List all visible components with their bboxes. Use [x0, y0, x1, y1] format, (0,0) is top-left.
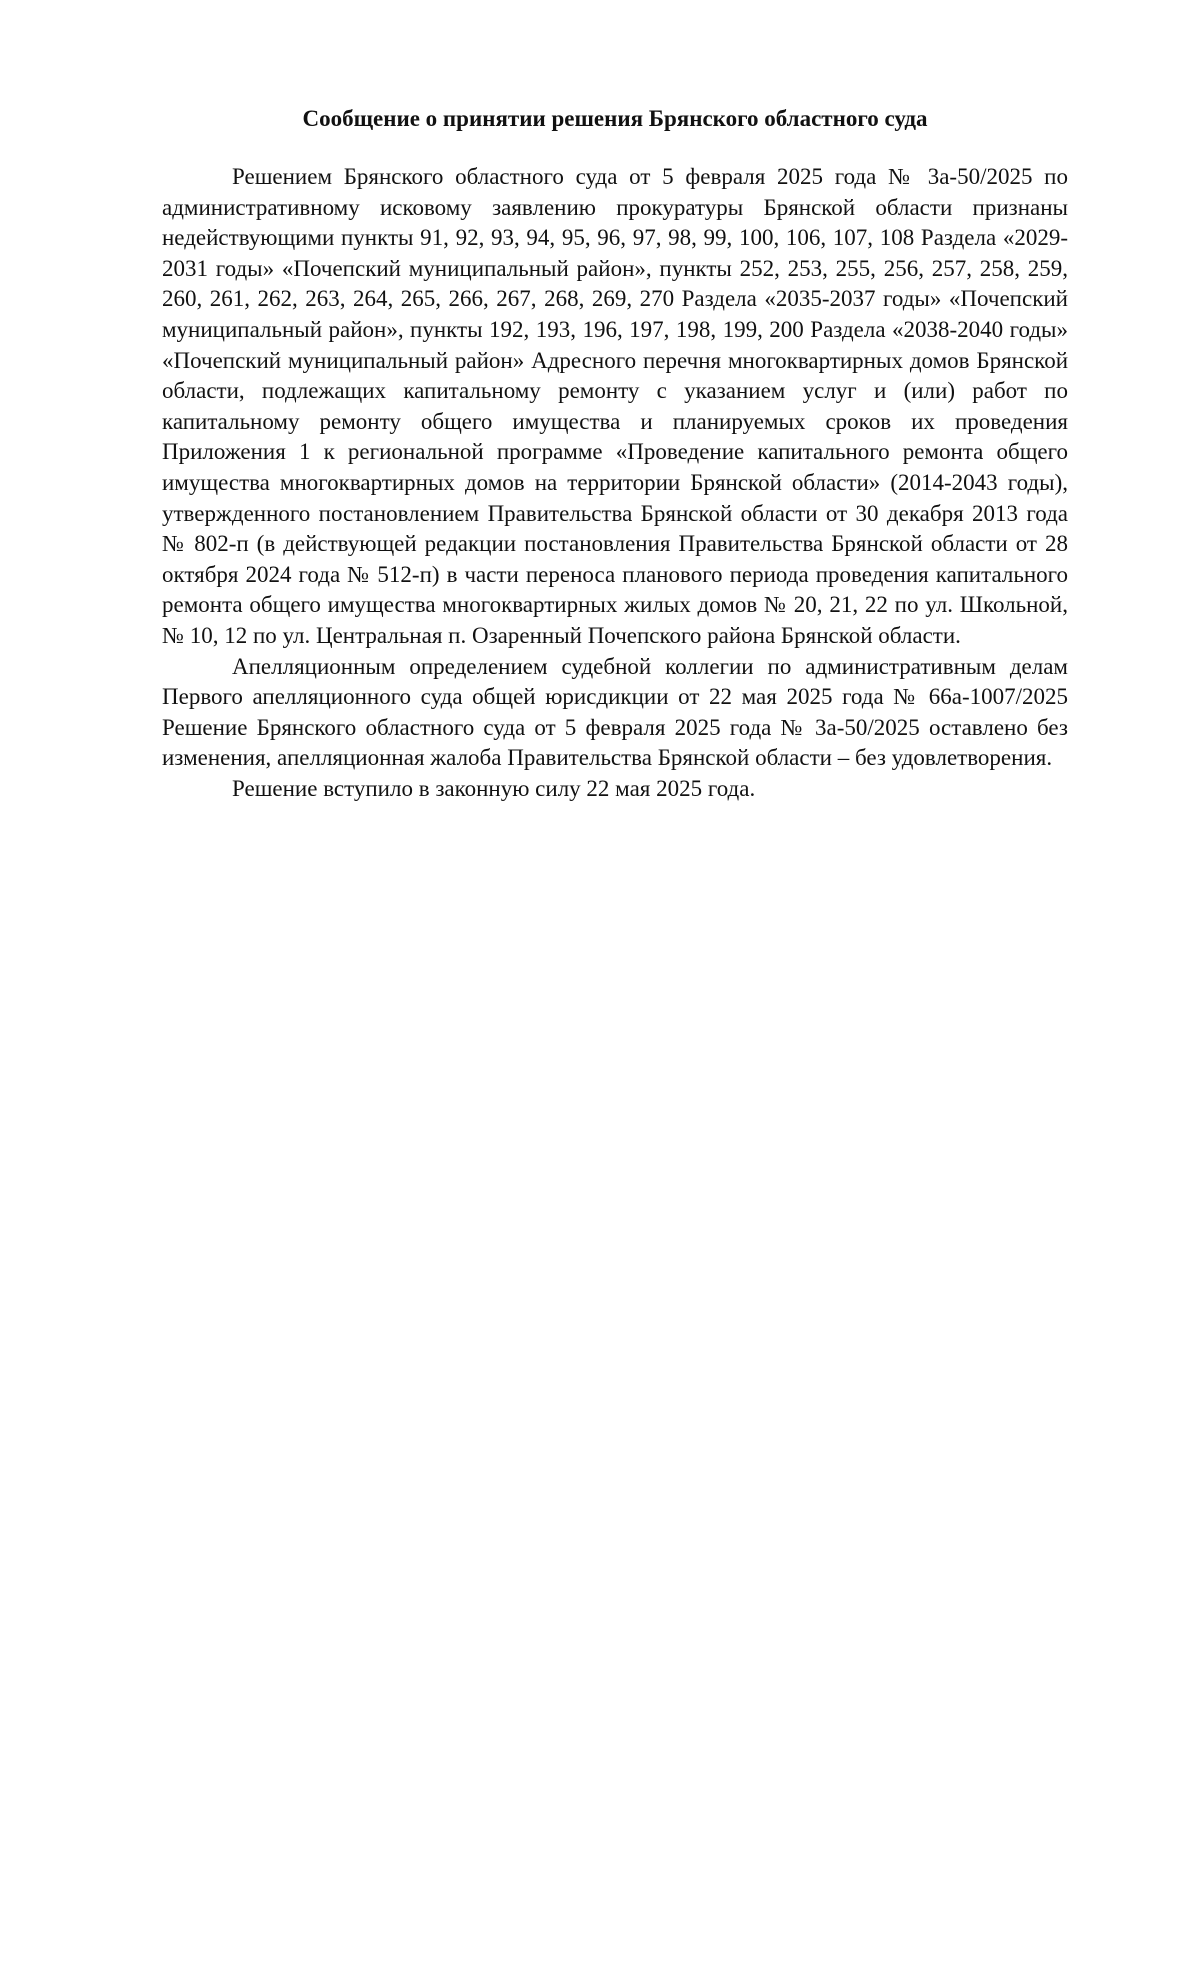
paragraph-effective-date: Решение вступило в законную силу 22 мая 2025 года. [232, 775, 756, 801]
document-title: Сообщение о принятии решения Брянского областного суда [302, 106, 928, 131]
document-body [162, 104, 1068, 804]
paragraph-decision: Решением Брянского областного суда от 5 февраля 2025 года № 3а-50/2025 по административному исковому заявлению прокуратуры Брянской области признаны недействующими пункты 91, 92, 93, 94, 95, 96, 97, 98, 99, 100, 106, 107, 108 Раздела «2029-2031 годы» «Почепский муниципальный район», пункты 252, 253, 255, 256, 257, 258, 259, 260, 261, 262, 263, 264, 265, 266, 267, 268, 269, 270 Раздела «2035-2037 годы» «Почепский муниципальный район», пункты 192, 193, 196, 197, 198, 199, 200 Раздела «2038-2040 годы» «Почепский муниципальный район» Адресного перечня многоквартирных домов Брянской области, подлежащих капитальному ремонту с указанием услуг и (или) работ по капитальному ремонту общего имущества и планируемых сроков их проведения Приложения 1 к региональной программе «Проведение капитального ремонта общего имущества многоквартирных домов на территории Брянской области» (2014-2043 годы), утвержденного постановлением Правительства Брянской области от 30 декабря 2013 года № 802-п (в действующей редакции постановления Правительства Брянской области от 28 октября 2024 года № 512-п) в части переноса планового периода проведения капитального ремонта общего имущества многоквартирных жилых домов № 20, 21, 22 по ул. Школьной, № 10, 12 по ул. Центральная п. Озаренный Почепского района Брянской области. [162, 164, 1068, 648]
paragraph-appeal: Апелляционным определением судебной коллегии по административным делам Первого апелляционного суда общей юрисдикции от 22 мая 2025 года № 66а-1007/2025 Решение Брянского областного суда от 5 февраля 2025 года № 3а-50/2025 оставлено без изменения, апелляционная жалоба Правительства Брянской области – без удовлетворения. [162, 653, 1068, 771]
